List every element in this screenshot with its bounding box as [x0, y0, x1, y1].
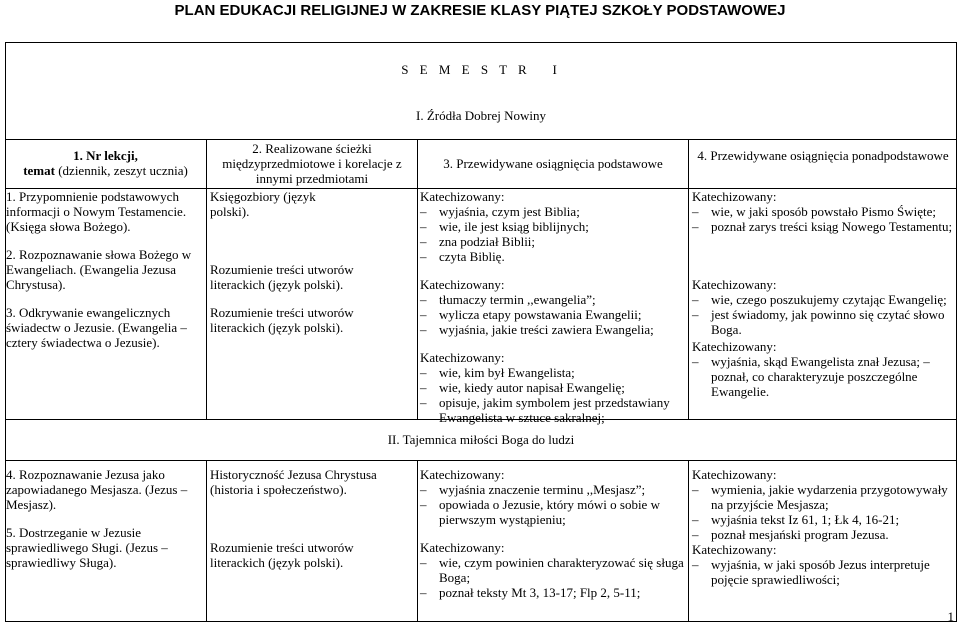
header-col2: 2. Realizowane ścieżki międzyprzedmiotowe i korelacje z innymi przedmiotami	[222, 141, 402, 186]
header-col3: 3. Przewidywane osiągnięcia podstawowe	[443, 156, 663, 171]
advanced-4-1: – wymienia, jakie wydarzenia przygotowywały na przyjście Mesjasza;	[692, 482, 956, 512]
basic-2-1: – tłumaczy termin ,,ewangelia”;	[420, 292, 686, 307]
section-title-2: II. Tajemnica miłości Boga do ludzi	[387, 432, 575, 447]
kat-label: Katechizowany:	[692, 467, 777, 482]
lesson-1: 1. Przypomnienie podstawowych informacji o Nowym Testamencie. (Księga słowa Bożego).	[6, 189, 187, 234]
section-title-1: I. Źródła Dobrej Nowiny	[416, 108, 546, 123]
s2-col1	[6, 467, 205, 570]
correlation-3: Rozumienie treści utworów literackich (język polski).	[210, 305, 354, 335]
lesson-3: 3. Odkrywanie ewangelicznych świadectw o Jezusie. (Ewangelia – cztery świadectwa o Jezusie).	[6, 305, 187, 350]
correlation-5: Rozumienie treści utworów literackich (język polski).	[210, 540, 354, 570]
advanced-1-2: – poznał zarys treści ksiąg Nowego Testamentu;	[692, 219, 956, 234]
basic-1-2: – wie, ile jest ksiąg biblijnych;	[420, 219, 686, 234]
correlation-4: Historyczność Jezusa Chrystusa (historia i społeczeństwo).	[210, 467, 377, 497]
s1-col4	[692, 189, 956, 399]
s2-col4	[692, 467, 956, 587]
lesson-4: 4. Rozpoznawanie Jezusa jako zapowiadanego Mesjasza. (Jezus – Mesjasz).	[6, 467, 188, 512]
semester-label: S E M E S T R I	[401, 62, 561, 77]
lesson-5: 5. Dostrzeganie w Jezusie sprawiedliwego Sługi. (Jezus – sprawiedliwy Sługa).	[6, 525, 168, 570]
advanced-2-1: – wie, czego poszukujemy czytając Ewangelię;	[692, 292, 956, 307]
correlation-1: Księgozbiory (język polski).	[210, 189, 316, 219]
lesson-2: 2. Rozpoznawanie słowa Bożego w Ewangeliach. (Ewangelia Jezusa Chrystusa).	[6, 247, 192, 292]
basic-4-2: – opowiada o Jezusie, który mówi o sobie w pierwszym wystąpieniu;	[420, 497, 686, 527]
basic-3-1: – wie, kim był Ewangelista;	[420, 365, 686, 380]
basic-4-1: – wyjaśnia znaczenie terminu ,,Mesjasz”;	[420, 482, 686, 497]
s1-col3	[420, 189, 686, 425]
advanced-5-1: – wyjaśnia, w jaki sposób Jezus interpretuje pojęcie sprawiedliwości;	[692, 557, 956, 587]
kat-label: Katechizowany:	[420, 467, 505, 482]
basic-2-2: – wylicza etapy powstawania Ewangelii;	[420, 307, 686, 322]
page-title: PLAN EDUKACJI RELIGIJNEJ W ZAKRESIE KLASY PIĄTEJ SZKOŁY PODSTAWOWEJ	[174, 2, 786, 19]
basic-1-4: – czyta Biblię.	[420, 249, 686, 264]
s2-col3	[420, 467, 686, 600]
kat-label: Katechizowany:	[420, 189, 505, 204]
advanced-2-2: – jest świadomy, jak powinno się czytać słowo Boga.	[692, 307, 956, 337]
basic-2-3: – wyjaśnia, jakie treści zawiera Ewangelia;	[420, 322, 686, 337]
basic-3-2: – wie, kiedy autor napisał Ewangelię;	[420, 380, 686, 395]
header-col1-desc: temat (dziennik, zeszyt ucznia)	[23, 163, 188, 178]
s1-col1	[6, 189, 205, 350]
kat-label: Katechizowany:	[420, 540, 505, 555]
kat-label: Katechizowany:	[420, 277, 505, 292]
s1-col2	[210, 189, 415, 335]
basic-3-3: – opisuje, jakim symbolem jest przedstawiany Ewangelista w sztuce sakralnej;	[420, 395, 686, 425]
kat-label: Katechizowany:	[420, 350, 505, 365]
kat-label: Katechizowany:	[692, 189, 777, 204]
basic-1-3: – zna podział Biblii;	[420, 234, 686, 249]
advanced-4-3: – poznał mesjański program Jezusa.	[692, 527, 956, 542]
page-number: 1	[947, 609, 954, 624]
basic-5-1: – wie, czym powinien charakteryzować się sługa Boga;	[420, 555, 686, 585]
header-col1-number: 1. Nr lekcji,	[73, 148, 138, 163]
header-col4: 4. Przewidywane osiągnięcia ponadpodstawowe	[697, 148, 949, 163]
s2-col2	[210, 467, 415, 570]
advanced-1-1: – wie, w jaki sposób powstało Pismo Święte;	[692, 204, 956, 219]
advanced-3-1: – wyjaśnia, skąd Ewangelista znał Jezusa; – poznał, co charakteryzuje poszczególne Ewangelie.	[692, 354, 956, 399]
correlation-2: Rozumienie treści utworów literackich (język polski).	[210, 262, 354, 292]
kat-label: Katechizowany:	[692, 277, 777, 292]
advanced-4-2: – wyjaśnia tekst Iz 61, 1; Łk 4, 16-21;	[692, 512, 956, 527]
kat-label: Katechizowany:	[692, 339, 777, 354]
basic-1-1: – wyjaśnia, czym jest Biblia;	[420, 204, 686, 219]
basic-5-2: – poznał teksty Mt 3, 13-17; Flp 2, 5-11;	[420, 585, 686, 600]
header-col1	[6, 148, 205, 178]
kat-label: Katechizowany:	[692, 542, 777, 557]
